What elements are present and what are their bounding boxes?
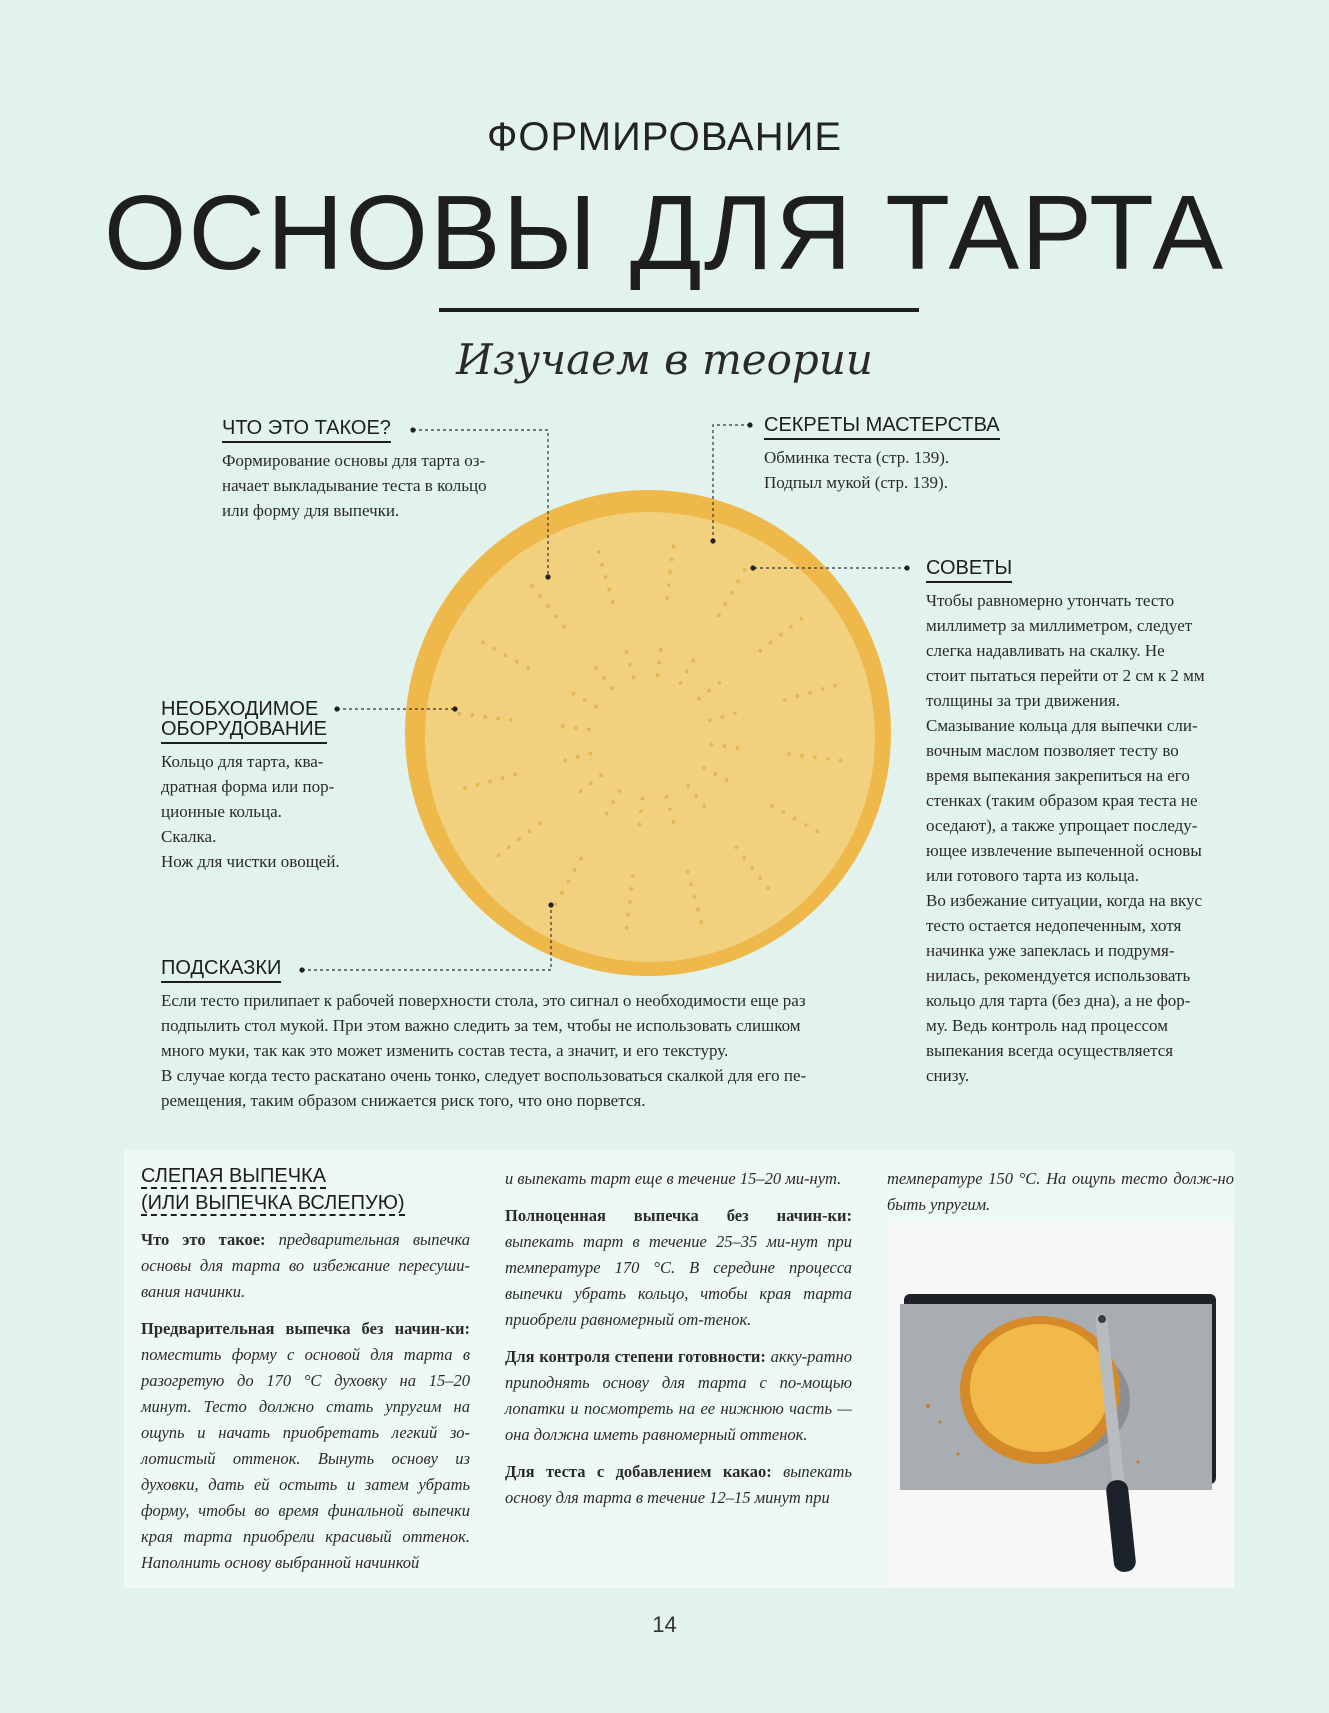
tart-dot [657, 661, 661, 665]
text-line: нилась, рекомендуется использовать [926, 966, 1191, 985]
tart-dot [659, 648, 663, 652]
tart-dot [604, 575, 608, 579]
tart-dot [710, 743, 714, 747]
tart-dot [781, 810, 785, 814]
tart-dot [602, 676, 606, 680]
tart-dot [793, 817, 797, 821]
tart-dot [637, 822, 641, 826]
tart-dot [693, 895, 697, 899]
text-line: Чтобы равномерно утончать тесто [926, 591, 1175, 610]
tips-heading: СОВЕТЫ [926, 557, 1012, 583]
tart-dot [826, 757, 830, 761]
blind-baking-definition [141, 1227, 470, 1305]
tart-dot [696, 908, 700, 912]
tart-dot [546, 604, 550, 608]
tart-dot [800, 754, 804, 758]
tart-dot [730, 591, 734, 595]
text-line: Подпыл мукой (стр. 139). [764, 473, 948, 492]
tart-dot [496, 717, 500, 721]
paragraph-text: температуре 150 °С. На ощупь тесто долж-но быть упругим. [887, 1169, 1234, 1214]
tart-dot [626, 913, 630, 917]
tart-dot [562, 625, 566, 629]
secrets-heading: СЕКРЕТЫ МАСТЕРСТВА [764, 414, 1000, 440]
tart-dot [758, 649, 762, 653]
tart-dot [579, 857, 583, 861]
tart-dot [694, 794, 698, 798]
page-subtitle: Изучаем в теории [456, 335, 873, 384]
tart-dot [579, 789, 583, 793]
text-line: В случае когда тесто раскатано очень тонко, следует воспользоваться скалкой для его пе- [161, 1066, 807, 1085]
tips-text [926, 588, 1246, 1088]
tart-dot [600, 563, 604, 567]
tart-dot [530, 584, 534, 588]
blind-baking-column-1 [141, 1163, 470, 1587]
tart-dot [679, 681, 683, 685]
page-kicker: ФОРМИРОВАНИЕ [486, 115, 843, 159]
text-line: Нож для чистки овощей. [161, 852, 340, 871]
tart-dot [594, 666, 598, 670]
blind-baking-column-2 [505, 1166, 852, 1522]
tart-dot [611, 800, 615, 804]
tart-dot [560, 891, 564, 895]
text-line: начинка уже запеклась и подрумя- [926, 941, 1175, 960]
hints-heading: ПОДСКАЗКИ [161, 957, 281, 983]
tart-dot [717, 681, 721, 685]
tart-dot [507, 845, 511, 849]
tart-dot [501, 776, 505, 780]
tart-dot [686, 784, 690, 788]
tart-dot [563, 759, 567, 763]
tart-dot [707, 689, 711, 693]
tart-dot [723, 602, 727, 606]
what-text [222, 448, 487, 523]
tart-dot [576, 755, 580, 759]
doneness-paragraph [505, 1344, 852, 1448]
crumb [956, 1452, 959, 1455]
text-line: оседают), а также упрощает последу- [926, 816, 1198, 835]
paragraph-text: выпекать основу для тарта в течение 12–15 минут при [505, 1462, 852, 1507]
full-bake-paragraph [505, 1203, 852, 1333]
tart-dot [735, 746, 739, 750]
tart-dot [587, 728, 591, 732]
paragraph-text: и выпекать тарт еще в течение 15–20 ми-нут. [505, 1169, 842, 1188]
tart-dot [789, 625, 793, 629]
tart-dot [667, 583, 671, 587]
leader-dot [545, 574, 550, 579]
text-line: время выпекания закрепиться на его [926, 766, 1190, 785]
tart-dot [799, 617, 803, 621]
leader-dot [750, 565, 755, 570]
tart-dot [492, 647, 496, 651]
page-title: ОСНОВЫ ДЛЯ ТАРТА [103, 174, 1226, 292]
tart-dot [632, 675, 636, 679]
tart-dot [723, 744, 727, 748]
text-line: Скалка. [161, 827, 217, 846]
tart-dot [583, 698, 587, 702]
leader-dot [548, 902, 553, 907]
tart-dot [717, 613, 721, 617]
paragraph-text: предварительная выпечка основы для тарта во избежание пересуши-вания начинки. [141, 1230, 470, 1301]
tart-dot [481, 641, 485, 645]
tart-dot [665, 795, 669, 799]
crumb [926, 1404, 930, 1408]
text-line: снизу. [926, 1066, 970, 1085]
leader-dot [747, 422, 752, 427]
tart-dot [821, 687, 825, 691]
tart-dot [625, 650, 629, 654]
text-line: толщины за три движения. [926, 691, 1121, 710]
tart-dot [504, 653, 508, 657]
tart-dot [597, 550, 601, 554]
equipment-heading-line1: НЕОБХОДИМОЕ [161, 698, 319, 720]
tart-dot [470, 713, 474, 717]
paragraph-label: Что это такое: [141, 1230, 266, 1249]
crumb [1136, 1460, 1139, 1463]
tart-dot [589, 781, 593, 785]
text-line: ющее извлечение выпеченной основы [926, 841, 1202, 860]
blind-baking-heading-line1: СЛЕПАЯ ВЫПЕЧКА [141, 1165, 327, 1187]
tart-dot [815, 830, 819, 834]
tart-photo-image [888, 1222, 1234, 1588]
text-line: ционные кольца. [161, 802, 282, 821]
paragraph-text: акку-ратно приподнять основу для тарта с по-мощью лопатки и посмотреть на ее нижнюю часть — она должна иметь равномерный оттенок. [505, 1347, 852, 1444]
text-line: Смазывание кольца для выпечки сли- [926, 716, 1198, 735]
tart-dot [515, 660, 519, 664]
tart-dot [808, 691, 812, 695]
prebake-paragraph-continued [505, 1166, 852, 1192]
tart-dot [725, 778, 729, 782]
text-line: Формирование основы для тарта оз- [222, 451, 486, 470]
tart-dot [708, 719, 712, 723]
tart-dot [641, 797, 645, 801]
paragraph-text: поместить форму с основой для тарта в разогретую до 170 °С духовку на 15–20 минут. Тесто должно стать упругим на ощупь и начать приобретать легкий зо-лотистый оттенок. Вынуть основу из духовки, дать ей остыть и затем убрать форму, чтобы во время финальной выпечки края тарта приобрели красивый оттенок. Наполнить основу выбранной начинкой [141, 1345, 470, 1572]
tart-dot [488, 780, 492, 784]
blind-baking-heading [141, 1163, 470, 1217]
tart-dot [668, 807, 672, 811]
tart-dot [566, 880, 570, 884]
text-line: слегка надавливать на скалку. Не [926, 641, 1165, 660]
tart-dot [796, 694, 800, 698]
hints-text [161, 988, 901, 1113]
tart-dot [572, 692, 576, 696]
tart-dot [483, 715, 487, 719]
text-line: дратная форма или пор- [161, 777, 335, 796]
leader-dot [710, 538, 715, 543]
text-line: Обминка теста (стр. 139). [764, 448, 950, 467]
leader-dot [904, 565, 909, 570]
text-line: кольцо для тарта (без дна), а не фор- [926, 991, 1191, 1010]
text-line: Во избежание ситуации, когда на вкус [926, 891, 1203, 910]
leader-dot [452, 706, 457, 711]
tart-dot [697, 697, 701, 701]
equipment-text [161, 749, 340, 874]
tart-base [425, 512, 875, 962]
tart-dot [720, 715, 724, 719]
tart-surface [970, 1324, 1110, 1452]
paragraph-label: Предварительная выпечка без начин-ки: [141, 1319, 470, 1338]
tart-dot [476, 783, 480, 787]
tart-dot [630, 887, 634, 891]
cocoa-paragraph [505, 1459, 852, 1511]
cocoa-paragraph-continued [887, 1166, 1234, 1218]
tart-dot [497, 853, 501, 857]
tart-dot [573, 868, 577, 872]
tart-dot [733, 712, 737, 716]
text-line: стенках (таким образом края теста не [926, 791, 1198, 810]
tart-dot [554, 902, 558, 906]
blind-baking-column-3 [887, 1166, 1234, 1229]
tart-dot [594, 705, 598, 709]
tart-dot [769, 641, 773, 645]
text-line: вочным маслом позволяет тесту во [926, 741, 1179, 760]
text-line: Кольцо для тарта, ква- [161, 752, 324, 771]
paragraph-label: Для теста с добавлением какао: [505, 1462, 772, 1481]
tart-dot [766, 886, 770, 890]
tart-dot [610, 686, 614, 690]
leader-dot [299, 967, 304, 972]
zester-tip [1098, 1315, 1106, 1323]
text-line: му. Ведь контроль над процессом [926, 1016, 1168, 1035]
tart-dot [607, 588, 611, 592]
tart-dot [702, 766, 706, 770]
tart-dot [742, 856, 746, 860]
tart-dot [804, 823, 808, 827]
tart-dot [625, 926, 629, 930]
tart-dot [554, 615, 558, 619]
text-line: миллиметр за миллиметром, следует [926, 616, 1193, 635]
text-line: много муки, так как это может изменить состав теста, а значит, и его текстуру. [161, 1041, 729, 1060]
tart-dot [672, 545, 676, 549]
tart-dot [668, 570, 672, 574]
secrets-text [764, 445, 949, 495]
tart-dot [538, 821, 542, 825]
prebake-paragraph [141, 1316, 470, 1576]
tart-dot [736, 579, 740, 583]
leader-dot [334, 706, 339, 711]
tart-dot [783, 698, 787, 702]
tart-dot [750, 866, 754, 870]
tart-dot [839, 759, 843, 763]
tart-dot [833, 684, 837, 688]
text-line: Если тесто прилипает к рабочей поверхности стола, это сигнал о необходимости еще раз [161, 991, 806, 1010]
what-heading: ЧТО ЭТО ТАКОЕ? [222, 417, 391, 443]
text-line: или форму для выпечки. [222, 501, 400, 520]
tart-dot [672, 820, 676, 824]
text-line: ремещения, таким образом снижается риск того, что оно порвется. [161, 1091, 646, 1110]
tart-dot [686, 870, 690, 874]
tart-dot [628, 663, 632, 667]
text-line: тесто остается недопеченным, хотя [926, 916, 1182, 935]
tart-dot [513, 773, 517, 777]
tart-dot [517, 837, 521, 841]
tart-dot [691, 659, 695, 663]
tart-dot [639, 810, 643, 814]
tart-dot [670, 557, 674, 561]
tart-dot [574, 726, 578, 730]
text-line: или готового тарта из кольца. [926, 866, 1139, 885]
tart-dot [743, 568, 747, 572]
tart-dot [528, 829, 532, 833]
paragraph-text: выпекать тарт в течение 25–35 ми-нут при температуре 170 °С. В середине процесса выпечки убрать кольцо, чтобы края тарта приобрели равномерный от-тенок. [505, 1232, 852, 1329]
tart-dot [458, 712, 462, 716]
paragraph-label: Для контроля степени готовности: [505, 1347, 766, 1366]
text-line: выпекания всегда осуществляется [926, 1041, 1174, 1060]
tart-dot [618, 789, 622, 793]
tart-dot [656, 674, 660, 678]
text-line: стоит пытаться перейти от 2 см к 2 мм [926, 666, 1205, 685]
tart-dot [628, 900, 632, 904]
text-line: подпылить стол мукой. При этом важно следить за тем, чтобы не использовать слишком [161, 1016, 801, 1035]
tart-dot [538, 594, 542, 598]
tart-dot [526, 666, 530, 670]
blind-baking-heading-line2: (ИЛИ ВЫПЕЧКА ВСЛЕПУЮ) [141, 1192, 405, 1214]
tart-dot [588, 752, 592, 756]
tart-dot [779, 633, 783, 637]
tart-dot [605, 812, 609, 816]
tart-dot [758, 876, 762, 880]
leader-dot [410, 427, 415, 432]
tart-dot [631, 874, 635, 878]
tart-dot [770, 804, 774, 808]
tart-dot [611, 600, 615, 604]
tart-dot [509, 718, 513, 722]
tart-dot [787, 752, 791, 756]
tart-dot [685, 670, 689, 674]
tart-dot [713, 772, 717, 776]
equipment-heading-line2: ОБОРУДОВАНИЕ [161, 718, 327, 744]
crumb [938, 1420, 941, 1423]
tart-dot [689, 883, 693, 887]
tart-dot [813, 755, 817, 759]
tart-dot [561, 724, 565, 728]
tart-dot [699, 920, 703, 924]
tart-dot [665, 596, 669, 600]
tart-dot [734, 845, 738, 849]
tart-photo [888, 1222, 1234, 1588]
tart-dot [463, 786, 467, 790]
tart-dot [702, 804, 706, 808]
text-line: начает выкладывание теста в кольцо [222, 476, 487, 495]
tart-dot [599, 773, 603, 777]
page-number: 14 [652, 1612, 677, 1637]
paragraph-label: Полноценная выпечка без начин-ки: [505, 1206, 852, 1225]
